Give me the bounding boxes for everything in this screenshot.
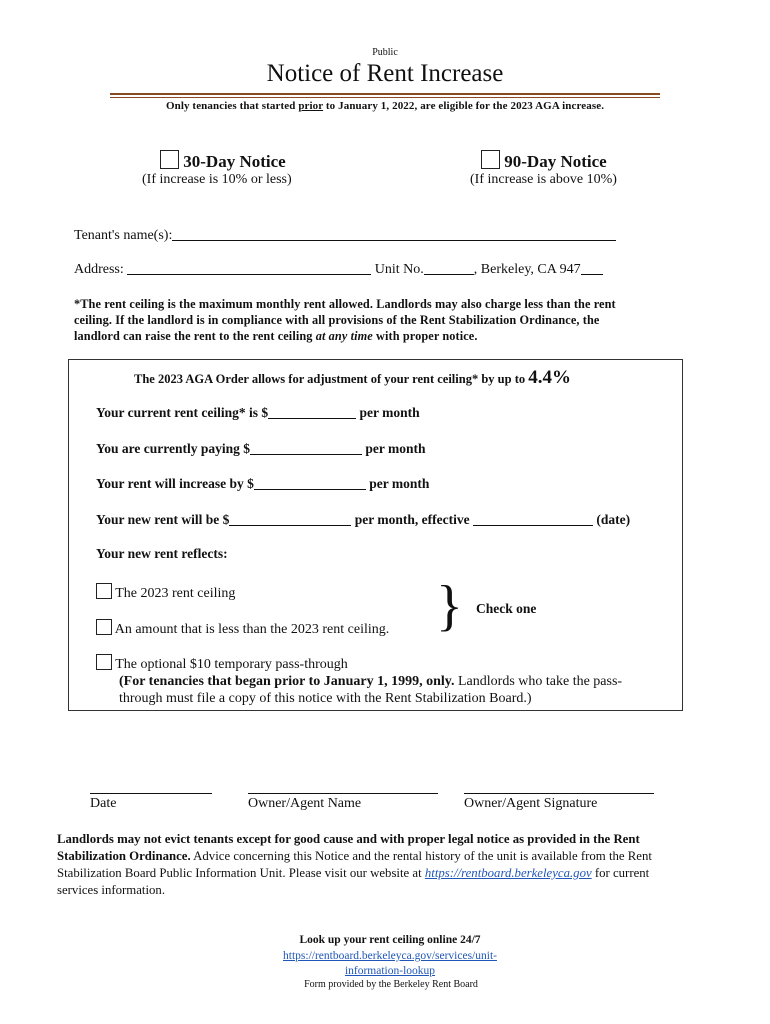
page-title: Notice of Rent Increase: [266, 60, 504, 87]
new-rent-field[interactable]: [229, 511, 351, 526]
notice-90-day[interactable]: [481, 150, 607, 172]
address-label: Address:: [74, 262, 124, 277]
city-text: , Berkeley, CA 947: [473, 262, 581, 277]
signature-line[interactable]: [464, 793, 654, 794]
lookup-url[interactable]: [0, 949, 770, 979]
notice-30-day-checkbox[interactable]: [160, 150, 179, 169]
lookup-heading: Look up your rent ceiling online 24/7: [299, 934, 481, 946]
unit-field[interactable]: [424, 260, 474, 275]
option-ceiling-label: The 2023 rent ceiling: [115, 586, 236, 601]
current-paying-field[interactable]: [250, 440, 362, 455]
right-brace: }: [436, 575, 463, 637]
option-passthrough-checkbox[interactable]: [96, 654, 112, 670]
ceiling-note: *The rent ceiling is the maximum monthly rent allowed. Landlords may also charge less than the rent ceiling. If the landlord is in compliance with all provisions of the Rent Stabilization Ordinance, the landlord can raise the rent to the rent ceiling at any time with proper notice.: [74, 297, 616, 343]
date-line[interactable]: [90, 793, 212, 794]
current-ceiling-row: Your current rent ceiling* is $ per month: [96, 405, 420, 420]
lookup-url-line2[interactable]: information-lookup: [344, 965, 436, 977]
option-ceiling[interactable]: [96, 583, 235, 602]
aga-statement: The 2023 AGA Order allows for adjustment of your rent ceiling* by up to 4.4%: [134, 367, 571, 388]
zip-suffix-field[interactable]: [581, 260, 603, 275]
classification-label: Public: [372, 47, 398, 58]
unit-label: Unit No.: [374, 262, 424, 277]
current-ceiling-field[interactable]: [268, 404, 356, 419]
effective-date-field[interactable]: [473, 511, 593, 526]
option-less-label: An amount that is less than the 2023 rent ceiling.: [114, 622, 390, 637]
title-rule-bottom: [110, 97, 660, 98]
option-passthrough-label: The optional $10 temporary pass-through: [115, 657, 348, 672]
name-line[interactable]: [248, 793, 438, 794]
option-less-checkbox[interactable]: [96, 619, 112, 635]
increase-field[interactable]: [254, 475, 366, 490]
check-one-label: Check one: [476, 601, 537, 616]
notice-30-day[interactable]: [160, 150, 286, 172]
increase-row: Your rent will increase by $ per month: [96, 476, 430, 491]
new-rent-row: Your new rent will be $ per month, effective (date): [96, 512, 631, 527]
option-ceiling-checkbox[interactable]: [96, 583, 112, 599]
current-paying-row: You are currently paying $ per month: [96, 441, 426, 456]
rentboard-website-link[interactable]: https://rentboard.berkeleyca.gov: [424, 866, 592, 880]
lookup-url-line1[interactable]: https://rentboard.berkeleyca.gov/services/unit-: [283, 950, 497, 962]
address-field[interactable]: [127, 260, 371, 275]
reflects-label: Your new rent reflects:: [96, 546, 228, 561]
option-less[interactable]: [96, 619, 389, 638]
signature-label: Owner/Agent Signature: [464, 796, 598, 811]
eviction-notice: Landlords may not evict tenants except for good cause and with proper legal notice as provided in the Rent Stabilization Ordinance. Advice concerning this Notice and the rental history of the unit is available from the Rent Stabilization Board Public Information Unit. Please visit our website at https://rentboard.berkeleyca.gov for current services information.: [57, 832, 652, 897]
tenant-row: [74, 226, 616, 244]
notice-90-day-sub: (If increase is above 10%): [470, 172, 617, 187]
form-provider: Form provided by the Berkeley Rent Board: [304, 979, 478, 990]
notice-90-day-checkbox[interactable]: [481, 150, 500, 169]
tenant-label: Tenant's name(s):: [74, 228, 173, 243]
eligibility-note: Only tenancies that started prior to January 1, 2022, are eligible for the 2023 AGA increase.: [165, 100, 605, 112]
address-row: [74, 260, 603, 278]
tenant-name-field[interactable]: [172, 226, 616, 241]
option-passthrough[interactable]: [96, 654, 348, 673]
notice-30-day-label: 30-Day Notice: [183, 152, 286, 171]
notice-90-day-label: 90-Day Notice: [504, 152, 607, 171]
name-label: Owner/Agent Name: [248, 796, 362, 811]
title-rule-top: [110, 93, 660, 95]
date-label: Date: [90, 796, 117, 811]
passthrough-note: (For tenancies that began prior to January 1, 1999, only. Landlords who take the pass- through must file a copy of this notice with the Rent Stabilization Board.): [119, 674, 623, 706]
aga-percent: 4.4%: [528, 367, 571, 388]
notice-30-day-sub: (If increase is 10% or less): [142, 172, 292, 187]
